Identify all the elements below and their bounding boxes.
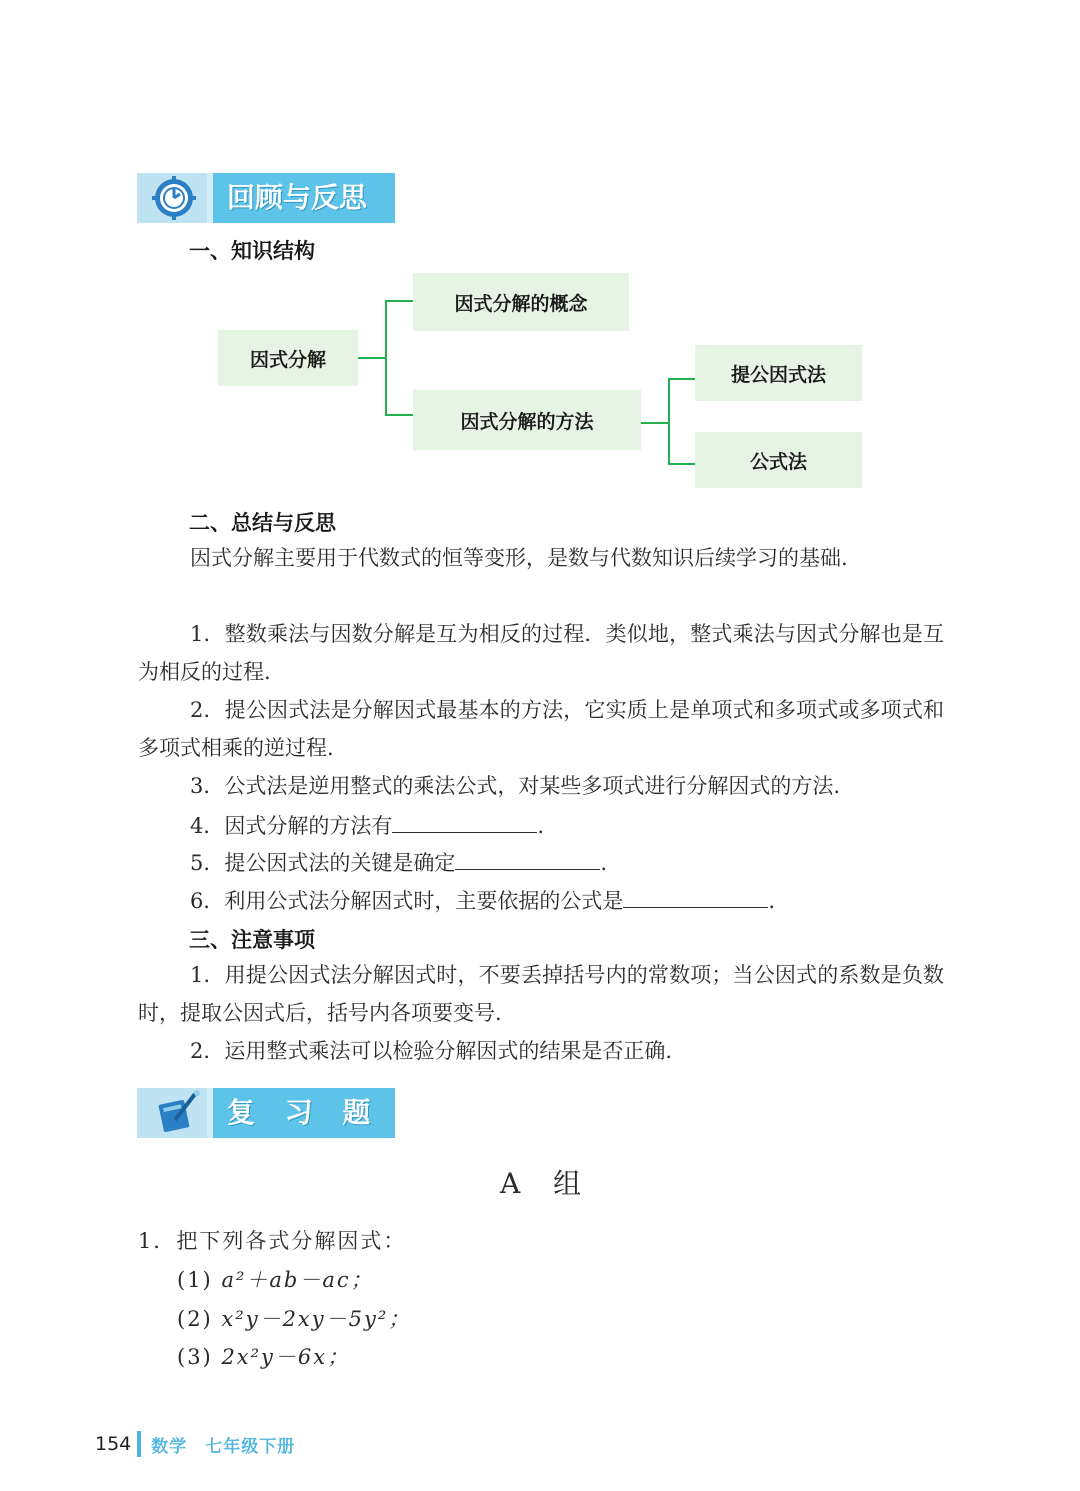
node-method-common-factor: 提公因式法 bbox=[695, 345, 862, 401]
exercise-item-2: (2) x²y－2xy－5y²； bbox=[177, 1307, 412, 1331]
node-root: 因式分解 bbox=[218, 330, 358, 386]
heading-notes: 三、注意事项 bbox=[189, 928, 315, 952]
heading-summary: 二、总结与反思 bbox=[189, 511, 336, 535]
exercise-stem: 1．把下列各式分解因式： bbox=[138, 1229, 407, 1253]
node-method-formula: 公式法 bbox=[695, 432, 862, 488]
fill-item-6: 6．利用公式法分解因式时，主要依据的公式是 . bbox=[190, 883, 775, 915]
node-concept: 因式分解的概念 bbox=[413, 273, 629, 331]
footer-divider bbox=[137, 1431, 141, 1457]
answer-blank[interactable] bbox=[623, 883, 768, 908]
connector bbox=[668, 378, 670, 464]
connector bbox=[668, 378, 695, 380]
connector bbox=[385, 414, 413, 416]
exercise-item-1: (1) a²＋ab－ac； bbox=[177, 1268, 374, 1292]
heading-knowledge-structure: 一、知识结构 bbox=[189, 239, 315, 263]
section-banner-exercises bbox=[137, 1088, 395, 1138]
connector bbox=[668, 463, 695, 465]
connector bbox=[385, 300, 387, 415]
page-footer bbox=[95, 1430, 295, 1458]
connector bbox=[641, 422, 669, 424]
note-item-1: 1．用提公因式法分解因式时，不要丢掉括号内的常数项；当公因式的系数是负数时，提取公因式后，括号内各项要变号. bbox=[138, 963, 944, 1025]
note-item-2: 2．运用整式乘法可以检验分解因式的结果是否正确. bbox=[190, 1039, 673, 1063]
fill-item-4: 4．因式分解的方法有 . bbox=[190, 808, 544, 840]
clock-target-icon bbox=[137, 173, 207, 223]
section-banner-review bbox=[137, 173, 395, 223]
book-title: 数学 七年级下册 bbox=[151, 1436, 296, 1457]
summary-item-1: 1．整数乘法与因数分解是互为相反的过程．类似地，整式乘法与因式分解也是互为相反的过程. bbox=[138, 622, 944, 684]
connector bbox=[385, 300, 413, 302]
group-title: A 组 bbox=[500, 1167, 594, 1200]
page-number: 154 bbox=[95, 1433, 132, 1455]
section-title-exercises: 复 习 题 bbox=[213, 1088, 395, 1138]
summary-item-2: 2．提公因式法是分解因式最基本的方法，它实质上是单项式和多项式或多项式和多项式相乘的逆过程. bbox=[138, 698, 944, 760]
fill-item-5: 5．提公因式法的关键是确定 . bbox=[190, 845, 607, 877]
answer-blank[interactable] bbox=[392, 808, 537, 833]
node-methods: 因式分解的方法 bbox=[413, 390, 641, 450]
summary-item-3: 3．公式法是逆用整式的乘法公式，对某些多项式进行分解因式的方法. bbox=[190, 774, 841, 798]
notebook-pen-icon bbox=[137, 1088, 207, 1138]
summary-paragraph: 因式分解主要用于代数式的恒等变形，是数与代数知识后续学习的基础. bbox=[190, 546, 848, 570]
section-title-review: 回顾与反思 bbox=[213, 173, 395, 223]
answer-blank[interactable] bbox=[455, 845, 600, 870]
exercise-item-3: (3) 2x²y－6x； bbox=[177, 1345, 351, 1369]
connector bbox=[358, 357, 386, 359]
